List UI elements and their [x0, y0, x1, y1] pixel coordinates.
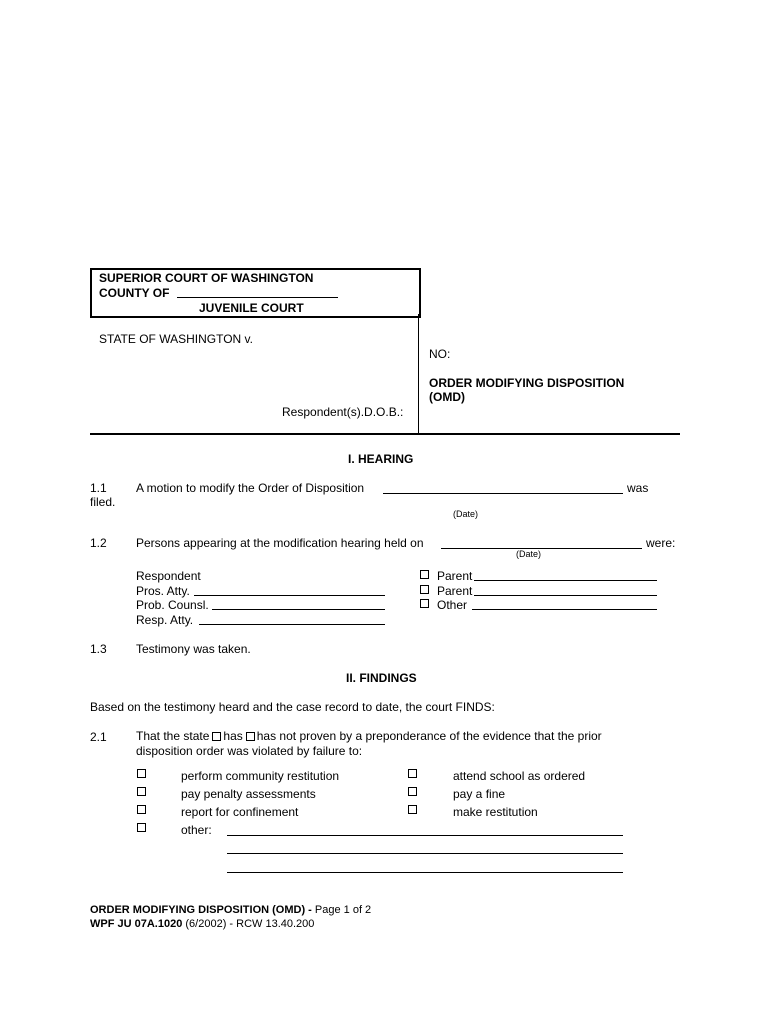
make-restitution-checkbox[interactable] — [408, 805, 417, 814]
hearing-date-caption: (Date) — [516, 549, 542, 559]
other-violation-checkbox[interactable] — [137, 823, 146, 832]
para-1-2-were: were: — [646, 536, 676, 550]
item-confinement: report for confinement — [181, 805, 299, 819]
pay-fine-checkbox[interactable] — [408, 787, 417, 796]
county-line[interactable] — [177, 297, 338, 298]
item-penalty-assessments: pay penalty assessments — [181, 787, 316, 801]
document-title-abbrev: (OMD) — [429, 390, 465, 404]
respondent-dob: Respondent(s).D.O.B.: — [282, 405, 404, 419]
footer-form-number: WPF JU 07A.1020 — [90, 918, 183, 930]
attend-school-checkbox[interactable] — [408, 769, 417, 778]
footer-page: Page 1 of 2 — [311, 904, 372, 916]
other-person-line[interactable] — [472, 609, 657, 610]
pros-atty-line[interactable] — [194, 595, 385, 596]
county-label: COUNTY OF — [99, 286, 170, 300]
parent-2-checkbox[interactable] — [420, 585, 429, 594]
person-parent-2: Parent — [437, 584, 473, 598]
section-hearing-heading: I. HEARING — [348, 452, 414, 466]
has-checkbox[interactable] — [212, 732, 221, 741]
other-person-checkbox[interactable] — [420, 599, 429, 608]
state-of-washington: STATE OF WASHINGTON v. — [99, 332, 254, 346]
person-respondent: Respondent — [136, 569, 201, 583]
item-pay-fine: pay a fine — [453, 787, 506, 801]
footer-form-rest: (6/2002) - RCW 13.40.200 — [182, 918, 315, 930]
para-1-3-text: Testimony was taken. — [136, 642, 251, 656]
parent-1-checkbox[interactable] — [420, 570, 429, 579]
hearing-date-line[interactable] — [441, 548, 642, 549]
para-1-1-number: 1.1 — [90, 481, 107, 495]
motion-date-caption: (Date) — [453, 509, 479, 519]
para-1-3-number: 1.3 — [90, 642, 107, 656]
community-restitution-checkbox[interactable] — [137, 769, 146, 778]
para-2-1-line2: disposition order was violated by failure to: — [136, 744, 363, 758]
item-attend-school: attend school as ordered — [453, 769, 586, 783]
para-1-1-text: A motion to modify the Order of Disposition — [136, 481, 365, 495]
para-2-1-has-not-text: has not proven by a preponderance of the evidence that the prior — [256, 729, 602, 743]
person-parent-1: Parent — [437, 569, 473, 583]
findings-intro: Based on the testimony heard and the case record to date, the court FINDS: — [90, 700, 495, 714]
para-1-1-filed: filed. — [90, 495, 116, 509]
motion-date-line[interactable] — [383, 493, 623, 494]
para-2-1-line1 — [136, 729, 602, 743]
court-name: SUPERIOR COURT OF WASHINGTON — [99, 271, 314, 285]
para-1-2-text: Persons appearing at the modification hearing held on — [136, 536, 424, 550]
footer-title-bold: ORDER MODIFYING DISPOSITION (OMD) - — [90, 904, 312, 916]
prob-counsl-line[interactable] — [212, 609, 385, 610]
parent-2-line[interactable] — [474, 595, 657, 596]
confinement-checkbox[interactable] — [137, 805, 146, 814]
other-violation-line-2[interactable] — [227, 853, 623, 854]
person-other: Other — [437, 598, 468, 612]
section-findings-heading: II. FINDINGS — [346, 671, 417, 685]
person-resp-atty: Resp. Atty. — [136, 613, 194, 627]
para-1-1-was: was — [627, 481, 649, 495]
item-make-restitution: make restitution — [453, 805, 538, 819]
penalty-assessments-checkbox[interactable] — [137, 787, 146, 796]
resp-atty-line[interactable] — [199, 624, 385, 625]
para-2-1-number: 2.1 — [90, 730, 107, 744]
caption-bottom-rule — [90, 433, 680, 435]
other-violation-line-3[interactable] — [227, 872, 623, 873]
juvenile-court: JUVENILE COURT — [199, 301, 304, 315]
person-prob-counsl: Prob. Counsl. — [136, 598, 209, 612]
item-community-restitution: perform community restitution — [181, 769, 340, 783]
other-violation-line-1[interactable] — [227, 835, 623, 836]
item-other: other: — [181, 823, 212, 837]
parent-1-line[interactable] — [474, 580, 657, 581]
footer-form — [90, 918, 314, 930]
caption-vertical-divider — [418, 314, 419, 434]
para-2-1-state-text: That the state — [136, 729, 210, 743]
has-not-checkbox[interactable] — [246, 732, 255, 741]
person-pros-atty: Pros. Atty. — [136, 584, 190, 598]
case-number-label: NO: — [429, 347, 451, 361]
footer-title — [90, 904, 371, 916]
para-2-1-has: has — [223, 729, 243, 743]
para-1-2-number: 1.2 — [90, 536, 107, 550]
document-title: ORDER MODIFYING DISPOSITION — [429, 376, 625, 390]
